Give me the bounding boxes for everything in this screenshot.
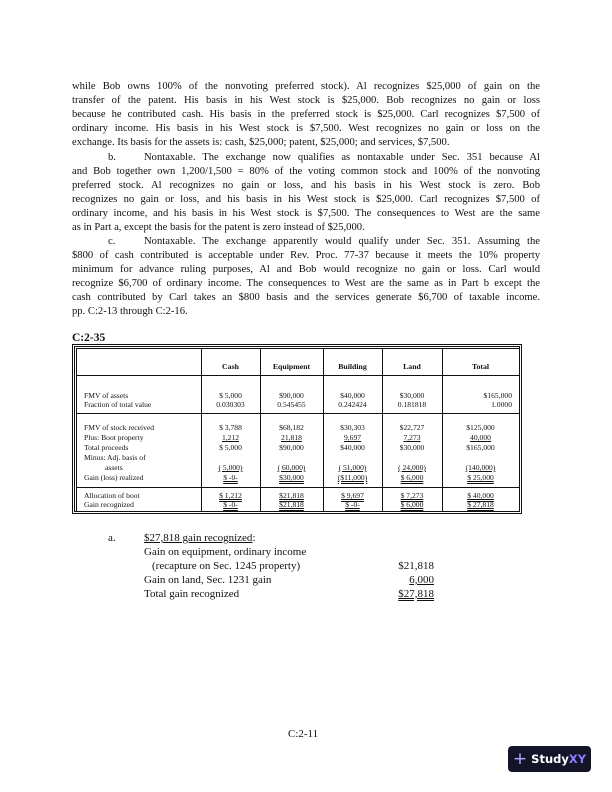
underlined-value: 1,212 [221, 433, 240, 442]
double-underlined-value: $ 25,000 [467, 473, 494, 482]
cell-value: 1.0000 [491, 400, 512, 409]
paragraph-part-a [72, 80, 540, 150]
double-underlined-value: $ 7,273 [400, 491, 424, 500]
underlined-value: ( 60,000) [277, 463, 306, 472]
cell-value [260, 500, 323, 510]
column-header-building: Building [338, 362, 367, 371]
text-line: exchange. Its basis for the assets is: cash, $25,000; patent, $25,000; and services, $7,500. [72, 137, 450, 149]
cell-value [442, 433, 519, 443]
part-letter: b. [108, 151, 116, 163]
double-underlined-value: $21,818 [279, 491, 304, 500]
text-line: $800 of cash contributed is acceptable under Rev. Proc. 77-37 because it meets the 10% property [72, 250, 540, 262]
row-label: FMV of assets [84, 391, 129, 400]
row-label: Minus: Adj. basis of [84, 453, 146, 462]
double-underlined-value: $ 6,000 [400, 500, 424, 509]
cell-value [260, 433, 323, 443]
column-header-total: Total [471, 362, 490, 371]
summary-value [384, 587, 434, 601]
text-line: transfer of the patent. His basis in his West stock is $25,000. Bob recognizes no gain or loss [72, 95, 540, 107]
double-underlined-value: $ 9,697 [341, 491, 364, 500]
summary-value: $21,818 [398, 560, 434, 572]
text-line: preferred stock. Al recognizes no gain or loss, and his basis in his West stock is zero. Bob [72, 179, 540, 191]
cell-value [442, 463, 519, 473]
row-label: Total proceeds [84, 443, 129, 452]
text-line: ordinary income. His basis in his West stock is $7,500. West recognizes no gain or loss on the [72, 123, 540, 135]
row-label: Fraction of total value [84, 400, 152, 409]
brand-main: Study [531, 752, 569, 766]
part-a-title-text: $27,818 gain recognized [144, 532, 253, 544]
problem-heading: C:2-35 [72, 332, 106, 344]
cell-value: $90,000 [279, 443, 304, 452]
part-a-title-suffix: : [252, 532, 256, 544]
cell-value [201, 473, 260, 483]
cell-value [323, 433, 382, 443]
cell-value [260, 473, 323, 483]
text-line: recognizes no gain or loss, and his basis in his West stock is $25,000. Carl recognizes $7,500 of [72, 193, 540, 205]
cell-value [201, 463, 260, 473]
cell-value [442, 473, 519, 483]
cell-value [382, 500, 442, 510]
summary-value [384, 573, 434, 587]
summary-label: (recapture on Sec. 1245 property) [152, 560, 301, 572]
cell-value [323, 473, 382, 483]
summary-label: Gain on equipment, ordinary income [144, 546, 307, 558]
cell-value: $30,303 [340, 423, 365, 432]
double-underlined-value: $ 40,000 [467, 491, 494, 500]
cell-value [382, 433, 442, 443]
cell-value: 0.181818 [397, 400, 427, 409]
column-header-equipment: Equipment [272, 362, 311, 371]
double-underlined-value: $ 1,212 [219, 491, 242, 500]
cell-value: $90,000 [279, 391, 304, 400]
text-line: ordinary income, and his basis in his West stock is $7,500. The consequences to West are the same [72, 207, 540, 219]
cell-value: $22,727 [399, 423, 425, 432]
cell-value: $165,000 [483, 391, 512, 400]
underlined-value: 9,697 [343, 433, 362, 442]
cell-value: 0.242424 [338, 400, 367, 409]
text-line-content: Nontaxable. The exchange now qualifies as nontaxable under Sec. 351 because Al [144, 151, 540, 163]
part-letter: c. [108, 236, 116, 247]
column-header-land: Land [403, 362, 421, 371]
double-underlined-value: $ -0- [223, 473, 238, 482]
cell-value: $30,000 [399, 391, 425, 400]
text-line: pp. C:2-13 through C:2-16. [72, 306, 188, 318]
page-number: C:2-11 [288, 728, 319, 740]
row-divider [77, 375, 519, 376]
row-label: Gain (loss) realized [84, 473, 144, 482]
double-underlined-value: $ -0- [223, 500, 238, 509]
text-line: and Bob together own 1,200/1,500 = 80% of the voting common stock and 100% of the nonvoting [72, 165, 540, 177]
underlined-value: ( 51,000) [338, 463, 367, 472]
row-divider [77, 413, 519, 414]
cell-value: $ 3,788 [219, 423, 242, 432]
underlined-value: 21,818 [281, 433, 302, 442]
double-underlined-value: $ 27,818 [467, 500, 494, 509]
cell-value [201, 500, 260, 510]
cell-value: $125,000 [466, 423, 495, 432]
double-underlined-value: $21,818 [279, 500, 304, 509]
cell-value [323, 463, 382, 473]
double-underlined-value: $ -0- [345, 500, 360, 509]
text-line: because he contributed cash. His basis in the preferred stock is $25,000. Carl recognizes $7,500 of [72, 109, 540, 121]
row-label: FMV of stock received [84, 423, 155, 432]
text-line: cash contributed by Carl takes an $800 basis and the services generate $6,700 of taxable income. [72, 292, 540, 304]
paragraph-part-c [72, 235, 540, 320]
table-grid [76, 348, 520, 512]
row-label: assets [105, 463, 123, 472]
cell-value: $68,182 [279, 423, 304, 432]
text-line: as in Part a, except the basis for the patent is zero instead of $25,000. [72, 221, 365, 233]
cell-value: $40,000 [340, 443, 365, 452]
cell-value [323, 500, 382, 510]
text-line: minimum for advance ruling purposes, Al and Bob would recognize no gain or loss. Carl would [72, 264, 540, 276]
cell-value: 0.030303 [216, 400, 245, 409]
underlined-value: ( 24,000) [398, 463, 426, 472]
text-line: recognize $6,700 of ordinary income. The consequences to West are the same as in Part b except the [72, 278, 540, 290]
row-divider [77, 487, 519, 488]
cell-value [382, 463, 442, 473]
underlined-value: 40,000 [470, 433, 491, 442]
underlined-value: ( 5,000) [218, 463, 243, 472]
cell-value: $40,000 [340, 391, 365, 400]
cell-value [201, 433, 260, 443]
cell-value: $30,000 [399, 443, 425, 452]
underlined-value: 6,000 [409, 574, 434, 586]
text-line [72, 151, 540, 165]
underlined-value: 7,273 [403, 433, 421, 442]
row-label: Plus: Boot property [84, 433, 144, 442]
double-underlined-value: ($11,000) [337, 473, 368, 482]
cell-value [442, 500, 519, 510]
studyxy-badge[interactable] [508, 746, 591, 772]
text-line [72, 235, 540, 249]
column-header-cash: Cash [222, 362, 239, 371]
plus-icon: + [512, 748, 528, 769]
summary-label: Gain on land, Sec. 1231 gain [144, 574, 272, 586]
double-underlined-value: $ 6,000 [400, 473, 424, 482]
cell-value [382, 473, 442, 483]
text-line: while Bob owns 100% of the nonvoting preferred stock). Al recognizes $25,000 of gain on the [72, 81, 540, 92]
underlined-value: (140,000) [465, 463, 496, 472]
cell-value: $ 5,000 [219, 443, 242, 452]
row-label: Gain recognized [84, 500, 134, 509]
double-underlined-value: $30,000 [279, 473, 304, 482]
cell-value: $165,000 [466, 443, 495, 452]
cell-value: 0.545455 [277, 400, 306, 409]
cell-value [260, 463, 323, 473]
double-underlined-value: $27,818 [398, 588, 434, 600]
boot-allocation-table [72, 344, 522, 514]
paragraph-part-b [72, 151, 540, 236]
cell-value: $ 5,000 [219, 391, 242, 400]
brand-accent: XY [568, 752, 587, 766]
part-a-letter: a. [108, 532, 116, 544]
part-a-title [144, 531, 256, 545]
row-label: Allocation of boot [84, 491, 140, 500]
summary-label: Total gain recognized [144, 588, 240, 600]
text-line-content: Nontaxable. The exchange apparently would qualify under Sec. 351. Assuming the [144, 236, 540, 247]
